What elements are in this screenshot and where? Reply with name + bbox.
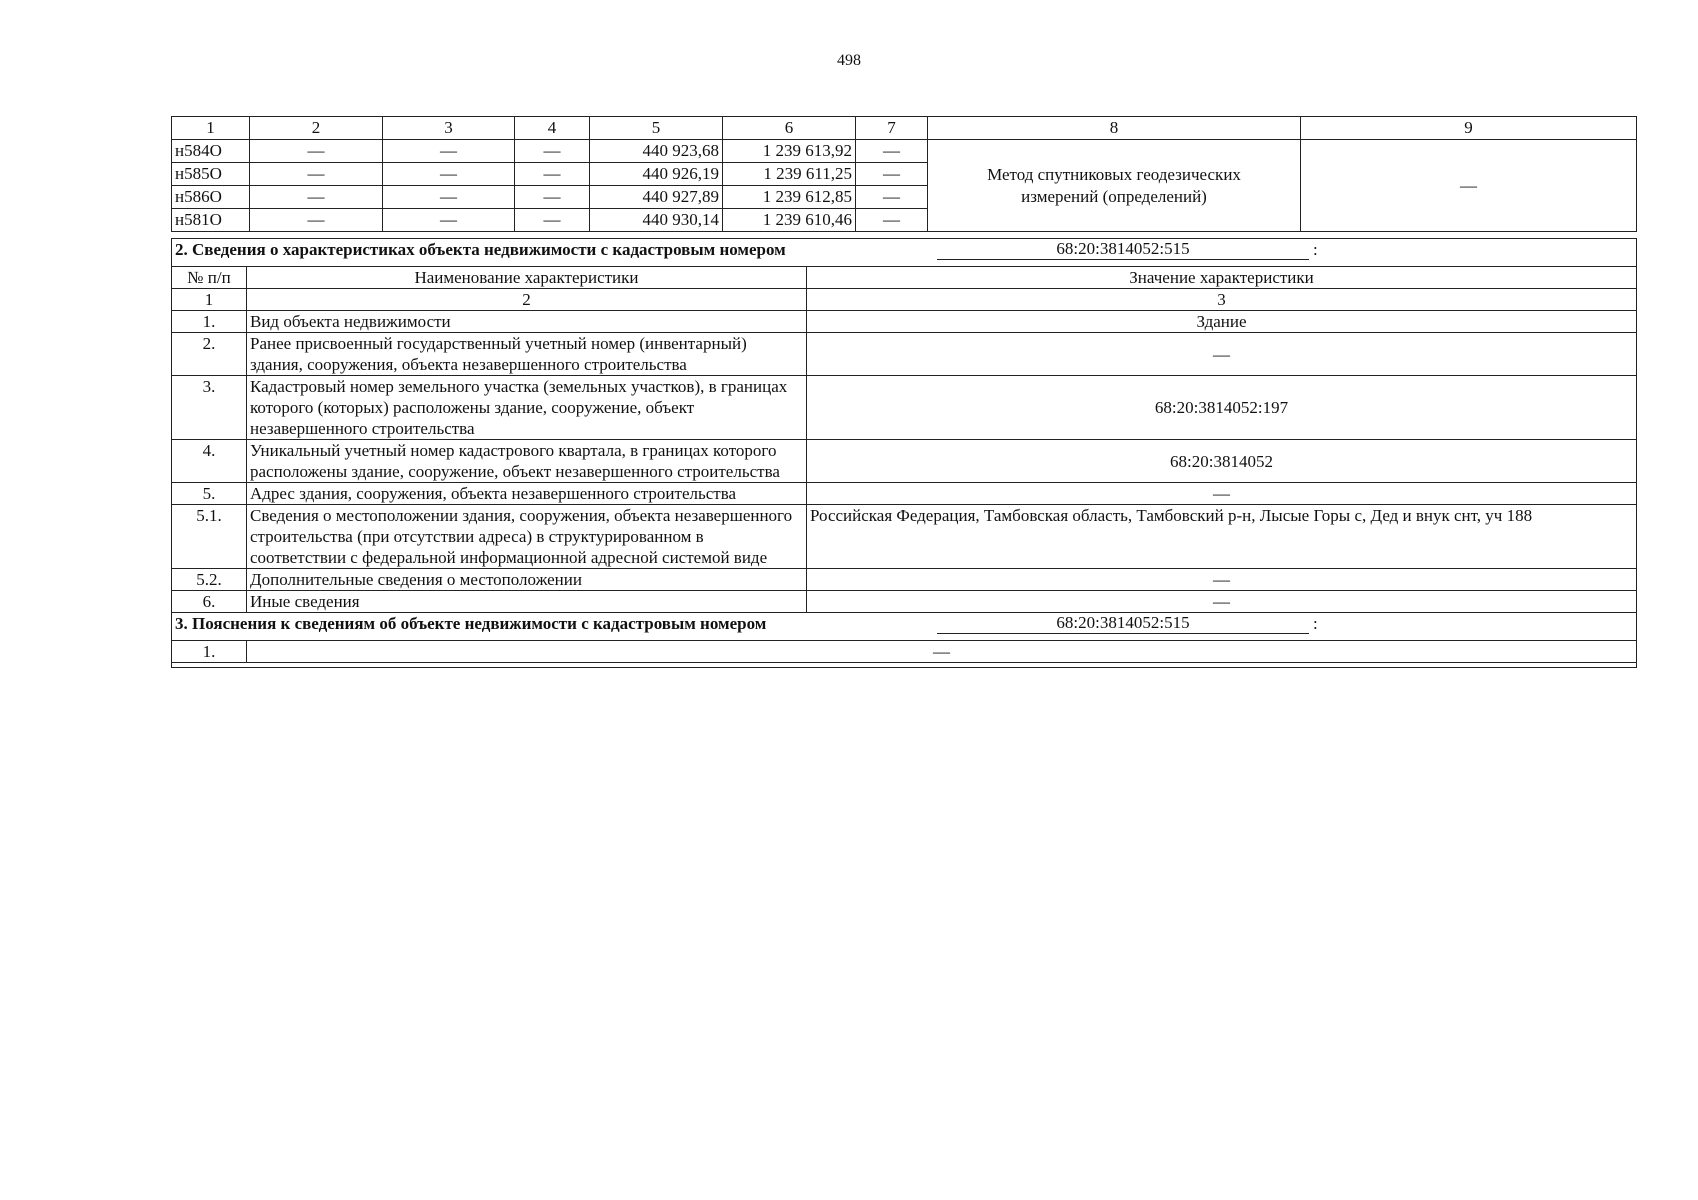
empty-value: — bbox=[383, 186, 515, 209]
empty-value: — bbox=[250, 186, 383, 209]
characteristic-value: 68:20:3814052 bbox=[807, 440, 1637, 483]
section2-cadastral-number: 68:20:3814052:515 bbox=[937, 239, 1309, 260]
table-row bbox=[172, 311, 1637, 333]
table-row bbox=[172, 505, 1637, 569]
coord-x: 440 927,89 bbox=[590, 186, 723, 209]
coord-x: 440 930,14 bbox=[590, 209, 723, 232]
header-cell: 8 bbox=[928, 117, 1301, 140]
column-number: 3 bbox=[807, 289, 1637, 311]
row-number: 3. bbox=[172, 376, 247, 440]
header-cell: 3 bbox=[383, 117, 515, 140]
characteristics-header-row bbox=[172, 267, 1637, 289]
section2-colon: : bbox=[1313, 240, 1318, 259]
header-cell: 5 bbox=[590, 117, 723, 140]
coord-y: 1 239 610,46 bbox=[723, 209, 856, 232]
characteristic-name: Сведения о местоположении здания, сооружения, объекта незавершенного строительства (при отсутствии адреса) в структурированном в соответствии с федеральной информационной адресной системой виде bbox=[247, 505, 807, 569]
section2-title-row bbox=[172, 239, 1637, 267]
characteristic-value: — bbox=[807, 483, 1637, 505]
characteristic-name: Дополнительные сведения о местоположении bbox=[247, 569, 807, 591]
coord-x: 440 926,19 bbox=[590, 163, 723, 186]
table-row bbox=[172, 641, 1637, 663]
row-number: 5.2. bbox=[172, 569, 247, 591]
characteristic-name: Уникальный учетный номер кадастрового квартала, в границах которого расположены здание, сооружение, объект незавершенного строительства bbox=[247, 440, 807, 483]
table-row bbox=[172, 333, 1637, 376]
characteristic-value: 68:20:3814052:197 bbox=[807, 376, 1637, 440]
col9-cell: — bbox=[1301, 140, 1637, 232]
characteristic-value: Российская Федерация, Тамбовская область, Тамбовский р-н, Лысые Горы с, Дед и внук снт, уч 188 bbox=[807, 505, 1637, 569]
row-number: 2. bbox=[172, 333, 247, 376]
method-cell: Метод спутниковых геодезических измерений (определений) bbox=[928, 140, 1301, 232]
empty-value: — bbox=[856, 209, 928, 232]
table-row bbox=[172, 140, 1637, 163]
empty-value: — bbox=[856, 163, 928, 186]
empty-value: — bbox=[383, 140, 515, 163]
coordinates-header-row bbox=[172, 117, 1637, 140]
page-number: 498 bbox=[837, 52, 861, 69]
empty-value: — bbox=[856, 140, 928, 163]
characteristic-value: — bbox=[807, 591, 1637, 613]
point-name: н586О bbox=[172, 186, 250, 209]
table-row bbox=[172, 440, 1637, 483]
empty-value: — bbox=[250, 209, 383, 232]
header-num: № п/п bbox=[172, 267, 247, 289]
section3-colon: : bbox=[1313, 614, 1318, 633]
characteristics-table bbox=[171, 238, 1637, 668]
coord-x: 440 923,68 bbox=[590, 140, 723, 163]
characteristic-name: Вид объекта недвижимости bbox=[247, 311, 807, 333]
coord-y: 1 239 611,25 bbox=[723, 163, 856, 186]
column-number: 2 bbox=[247, 289, 807, 311]
empty-value: — bbox=[515, 209, 590, 232]
row-number: 1. bbox=[172, 641, 247, 663]
section3-title: 3. Пояснения к сведениям об объекте недвижимости с кадастровым номером bbox=[175, 614, 767, 633]
column-number: 1 bbox=[172, 289, 247, 311]
characteristic-name: Иные сведения bbox=[247, 591, 807, 613]
table-row bbox=[172, 483, 1637, 505]
header-cell: 1 bbox=[172, 117, 250, 140]
point-name: н581О bbox=[172, 209, 250, 232]
table-row bbox=[172, 376, 1637, 440]
header-cell: 4 bbox=[515, 117, 590, 140]
characteristic-name: Адрес здания, сооружения, объекта незавершенного строительства bbox=[247, 483, 807, 505]
characteristic-name: Кадастровый номер земельного участка (земельных участков), в границах которого (которых) расположены здание, сооружение, объект незавершенного строительства bbox=[247, 376, 807, 440]
empty-value: — bbox=[383, 209, 515, 232]
header-name: Наименование характеристики bbox=[247, 267, 807, 289]
empty-value: — bbox=[515, 186, 590, 209]
row-number: 1. bbox=[172, 311, 247, 333]
characteristic-value: — bbox=[807, 569, 1637, 591]
table-row bbox=[172, 569, 1637, 591]
empty-value: — bbox=[250, 140, 383, 163]
characteristic-value: — bbox=[807, 333, 1637, 376]
characteristic-name: Ранее присвоенный государственный учетный номер (инвентарный) здания, сооружения, объекта незавершенного строительства bbox=[247, 333, 807, 376]
empty-value: — bbox=[250, 163, 383, 186]
header-cell: 9 bbox=[1301, 117, 1637, 140]
point-name: н585О bbox=[172, 163, 250, 186]
section3-cadastral-number: 68:20:3814052:515 bbox=[937, 613, 1309, 634]
table-row bbox=[172, 591, 1637, 613]
empty-value: — bbox=[383, 163, 515, 186]
bottom-rule bbox=[172, 663, 1637, 668]
row-number: 6. bbox=[172, 591, 247, 613]
header-cell: 2 bbox=[250, 117, 383, 140]
header-value: Значение характеристики bbox=[807, 267, 1637, 289]
section2-title: 2. Сведения о характеристиках объекта недвижимости с кадастровым номером bbox=[175, 240, 786, 259]
coord-y: 1 239 612,85 bbox=[723, 186, 856, 209]
header-cell: 6 bbox=[723, 117, 856, 140]
point-name: н584О bbox=[172, 140, 250, 163]
empty-value: — bbox=[856, 186, 928, 209]
coord-y: 1 239 613,92 bbox=[723, 140, 856, 163]
header-cell: 7 bbox=[856, 117, 928, 140]
row-number: 4. bbox=[172, 440, 247, 483]
column-number-row bbox=[172, 289, 1637, 311]
empty-value: — bbox=[515, 163, 590, 186]
coordinates-table bbox=[171, 116, 1637, 232]
section3-title-row bbox=[172, 613, 1637, 641]
characteristic-value: Здание bbox=[807, 311, 1637, 333]
row-number: 5. bbox=[172, 483, 247, 505]
explanation-value: — bbox=[247, 641, 1637, 663]
row-number: 5.1. bbox=[172, 505, 247, 569]
empty-value: — bbox=[515, 140, 590, 163]
